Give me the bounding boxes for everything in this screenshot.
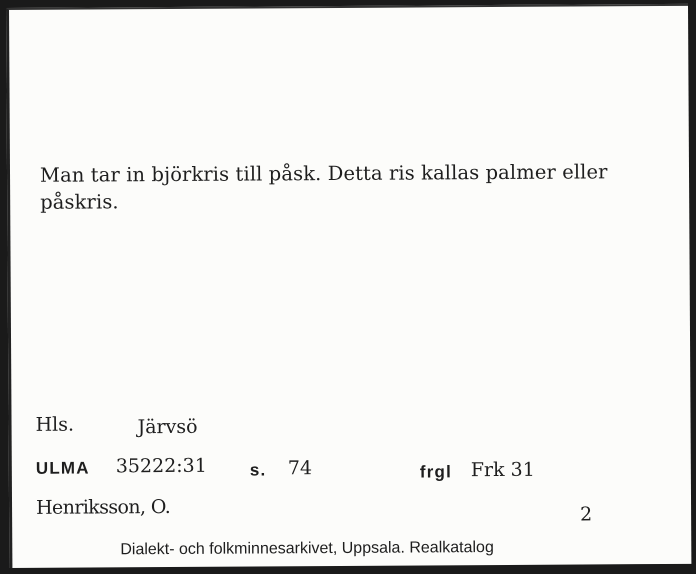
card-number: 2 (580, 503, 593, 526)
parish-name: Järvsö (137, 415, 198, 439)
informant-name: Henriksson, O. (35, 496, 171, 519)
card-text-line: påskris. (40, 190, 119, 214)
archive-footer: Dialekt- och folkminnesarkivet, Uppsala. Realkatalog (120, 539, 494, 559)
archive-number: 35222:31 (115, 454, 207, 478)
province-label: Hls. (35, 413, 75, 436)
archive-label: ULMA (35, 458, 90, 478)
page-label: s. (249, 460, 267, 480)
page-number: 74 (287, 457, 313, 480)
card-text-line: Man tar in björkris till påsk. Detta ris kallas palmer eller (39, 160, 608, 187)
questionnaire-value: Frk 31 (470, 458, 535, 482)
card-text (40, 158, 640, 216)
questionnaire-label: frgl (419, 462, 453, 482)
catalog-card (6, 4, 691, 568)
